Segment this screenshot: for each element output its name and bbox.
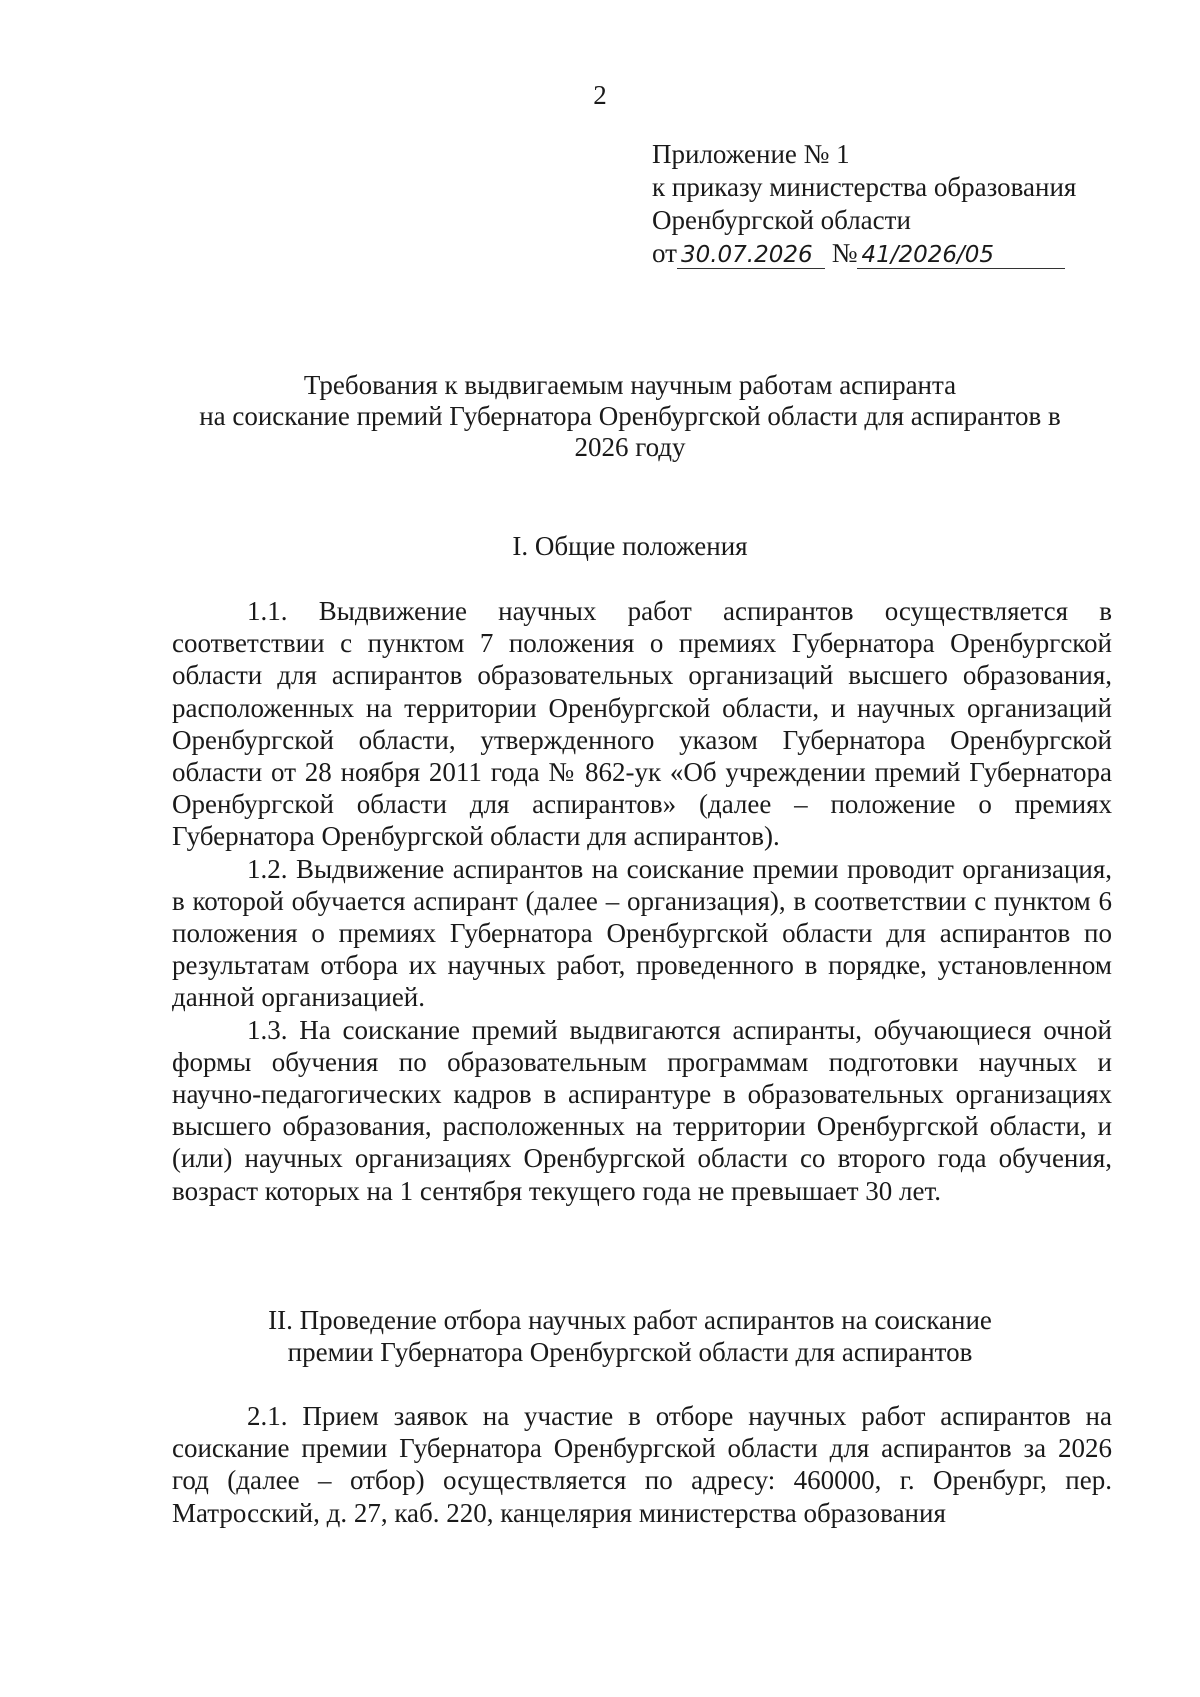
section-2-body	[172, 1400, 1112, 1529]
handwritten-number: 41/2026/05	[857, 242, 1065, 269]
section-2-heading-line-1: II. Проведение отбора научных работ аспирантов на соискание	[268, 1305, 992, 1335]
number-label: №	[831, 238, 858, 268]
document-title	[150, 370, 1110, 463]
appendix-line-3: Оренбургской области	[652, 205, 911, 235]
section-2-heading	[150, 1304, 1110, 1368]
paragraph-1-1: 1.1. Выдвижение научных работ аспирантов осуществляется в соответствии с пунктом 7 положения о премиях Губернатора Оренбургской области для аспирантов образовательных организаций высшего образования, расположенных на территории Оренбургской области, и научных организаций Оренбургской области, утвержденного указом Губернатора Оренбургской области от 28 ноября 2011 года № 862-ук «Об учреждении премий Губернатора Оренбургской области для аспирантов» (далее – положение о премиях Губернатора Оренбургской области для аспирантов).	[172, 596, 1112, 852]
section-1-body	[172, 595, 1112, 1207]
paragraph-1-2: 1.2. Выдвижение аспирантов на соискание премии проводит организация, в которой обучается аспирант (далее – организация), в соответствии с пунктом 6 положения о премиях Губернатора Оренбургской области для аспирантов по результатам отбора их научных работ, проведенного в порядке, установленном данной организацией.	[172, 853, 1112, 1013]
title-line-2: на соискание премий Губернатора Оренбургской области для аспирантов в	[199, 401, 1061, 431]
page-number: 2	[593, 80, 607, 110]
paragraph-2-1: 2.1. Прием заявок на участие в отборе научных работ аспирантов на соискание премии Губернатора Оренбургской области для аспирантов за 2026 год (далее – отбор) осуществляется по адресу: 460000, г. Оренбург, пер. Матросский, д. 27, каб. 220, канцелярия министерства образования	[172, 1401, 1112, 1528]
appendix-header	[652, 138, 1172, 270]
from-label: от	[652, 238, 677, 268]
section-1-heading: I. Общие положения	[512, 531, 748, 561]
appendix-line-1: Приложение № 1	[652, 139, 850, 169]
section-2-heading-line-2: премии Губернатора Оренбургской области для аспирантов	[287, 1337, 973, 1367]
handwritten-date: 30.07.2026	[677, 242, 825, 269]
title-line-1: Требования к выдвигаемым научным работам аспиранта	[303, 370, 957, 400]
paragraph-1-3: 1.3. На соискание премий выдвигаются аспиранты, обучающиеся очной формы обучения по образовательным программам подготовки научных и научно-педагогических кадров в аспирантуре в образовательных организациях высшего образования, расположенных на территории Оренбургской области, и (или) научных организациях Оренбургской области со второго года обучения, возраст которых на 1 сентября текущего года не превышает 30 лет.	[172, 1014, 1112, 1206]
appendix-date-line	[652, 237, 1172, 270]
title-line-3: 2026 году	[574, 432, 686, 462]
appendix-line-2: к приказу министерства образования	[652, 172, 1077, 202]
